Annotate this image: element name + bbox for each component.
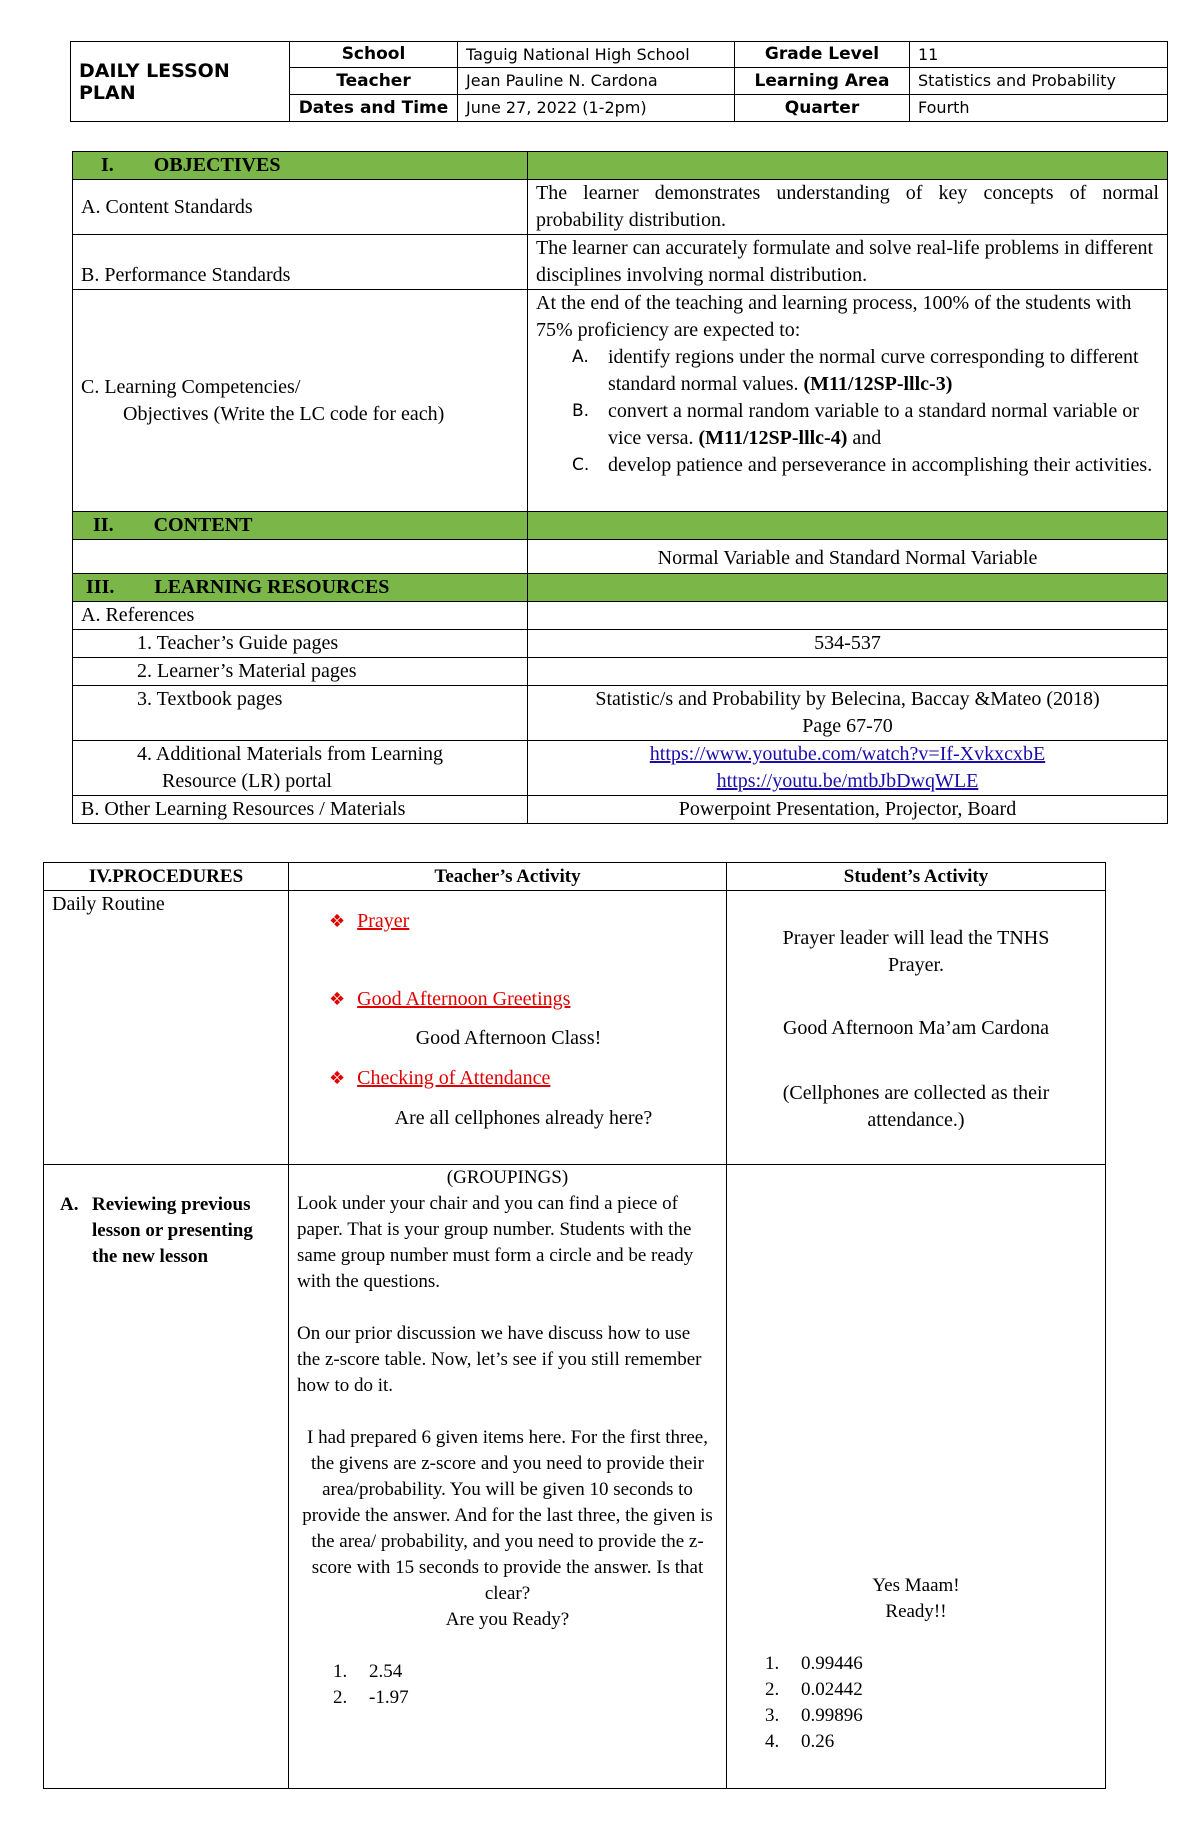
content-value: Normal Variable and Standard Normal Variable — [528, 540, 1168, 574]
grade-level-value: 11 — [910, 42, 1168, 68]
teacher-value: Jean Pauline N. Cardona — [458, 68, 735, 95]
teacher-activity-header: Teacher’s Activity — [289, 863, 727, 891]
objectives-heading-row — [73, 152, 1168, 180]
list-item: 3. 0.99896 — [765, 1705, 863, 1726]
greetings-sub: Good Afternoon Class! — [415, 1027, 602, 1049]
teachers-guide-value: 534-537 — [528, 630, 1168, 658]
performance-standards-text: The learner can accurately formulate and solve real-life problems in different disciplines involving normal distribution. — [528, 235, 1168, 290]
header-table — [70, 41, 1168, 122]
student-answers-list — [735, 1651, 1097, 1755]
routine-item-prayer: ❖ Prayer — [329, 910, 410, 932]
competency-item: A. identify regions under the normal curve corresponding to different standard normal values. (M11/12SP-lllc-3) — [572, 346, 1139, 395]
competencies-intro: At the end of the teaching and learning process, 100% of the students with 75% proficiency are expected to: — [536, 292, 1132, 341]
procedures-header: IV.PROCEDURES — [44, 863, 289, 891]
objectives-number: I. — [101, 154, 114, 176]
resources-heading: LEARNING RESOURCES — [154, 576, 390, 598]
procedures-table — [43, 862, 1106, 1789]
content-standards-label: A. Content Standards — [73, 180, 528, 235]
lesson-table — [72, 151, 1168, 824]
school-label: School — [290, 42, 458, 68]
reviewing-lesson-label: A. Reviewing previous lesson or presenting the new lesson — [60, 1194, 253, 1267]
diamond-bullet-icon: ❖ — [329, 989, 346, 1010]
learning-area-label: Learning Area — [735, 68, 910, 95]
list-item: 1. 0.99446 — [765, 1653, 863, 1674]
prior-discussion-text: On our prior discussion we have discuss how to use the z-score table. Now, let’s see if you still remember how to do it. — [297, 1323, 702, 1396]
performance-standards-label: B. Performance Standards — [73, 235, 528, 290]
student-activity-header: Student’s Activity — [727, 863, 1106, 891]
student-reply-2: Ready!! — [885, 1601, 947, 1622]
teacher-label: Teacher — [290, 68, 458, 95]
list-item: 4. 0.26 — [765, 1731, 835, 1752]
list-item: 2. 0.02442 — [765, 1679, 863, 1700]
diamond-bullet-icon: ❖ — [329, 911, 346, 932]
learners-material-value — [528, 658, 1168, 686]
student-attendance-response: (Cellphones are collected as their attendance.) — [782, 1082, 1050, 1131]
lesson-plan-title: DAILY LESSON PLAN — [71, 42, 290, 122]
competencies-label-sub: Objectives (Write the LC code for each) — [123, 402, 445, 425]
list-item: 1. 2.54 — [333, 1661, 403, 1682]
grade-level-label: Grade Level — [735, 42, 910, 68]
groupings-label: (GROUPINGS) — [446, 1167, 569, 1188]
content-heading: CONTENT — [153, 514, 253, 536]
quarter-value: Fourth — [910, 95, 1168, 122]
references-label: A. References — [73, 602, 528, 630]
resources-heading-row — [73, 574, 1168, 602]
routine-item-greetings: ❖ Good Afternoon Greetings — [329, 988, 571, 1010]
content-number: II. — [93, 514, 114, 536]
resources-number: III. — [86, 576, 115, 598]
additional-materials-label: 4. Additional Materials from Learning — [137, 743, 444, 765]
diamond-bullet-icon: ❖ — [329, 1068, 346, 1089]
routine-item-attendance: ❖ Checking of Attendance — [329, 1067, 551, 1089]
youtube-link-1[interactable]: https://www.youtube.com/watch?v=If-XvkxcxbE — [649, 743, 1046, 765]
objectives-heading: OBJECTIVES — [153, 154, 281, 176]
teachers-guide-label: 1. Teacher’s Guide pages — [73, 630, 528, 658]
competencies-label: C. Learning Competencies/ — [81, 375, 301, 398]
textbook-label: 3. Textbook pages — [73, 686, 528, 741]
list-item: 2. -1.97 — [333, 1687, 409, 1708]
textbook-pages: Page 67-70 — [802, 715, 893, 737]
daily-routine-label: Daily Routine — [44, 891, 289, 1165]
additional-materials-label-sub: Resource (LR) portal — [162, 770, 332, 792]
competency-item: C. develop patience and perseverance in accomplishing their activities. — [572, 454, 1153, 476]
student-reply-1: Yes Maam! — [872, 1575, 960, 1596]
learners-material-label: 2. Learner’s Material pages — [73, 658, 528, 686]
ready-question: Are you Ready? — [445, 1609, 570, 1630]
quarter-label: Quarter — [735, 95, 910, 122]
other-resources-value: Powerpoint Presentation, Projector, Board — [528, 796, 1168, 824]
learning-area-value: Statistics and Probability — [910, 68, 1168, 95]
items-instructions: I had prepared 6 given items here. For the first three, the givens are z-score and you need to provide their area/probability. You will be given 10 seconds to provide the answer. And for the last three, the given is the area/ probability, and you need to provide the z-score with 15 seconds to provide the answer. Is that clear? — [302, 1427, 713, 1604]
competencies-list — [536, 344, 1159, 479]
youtube-link-2[interactable]: https://youtu.be/mtbJbDwqWLE — [716, 770, 979, 792]
dates-label: Dates and Time — [290, 95, 458, 122]
content-standards-text: The learner demonstrates understanding of key concepts of normal probability distribution. — [528, 180, 1168, 235]
textbook-value: Statistic/s and Probability by Belecina, Baccay &Mateo (2018) — [595, 688, 1100, 710]
groupings-instructions: Look under your chair and you can find a piece of paper. That is your group number. Students with the same group number must form a circle and be ready with the questions. — [297, 1193, 694, 1292]
attendance-sub: Are all cellphones already here? — [394, 1107, 653, 1129]
content-heading-row — [73, 512, 1168, 540]
competency-item: B. convert a normal random variable to a standard normal variable or vice versa. (M11/12SP-lllc-4) and — [572, 400, 1139, 449]
student-prayer-response: Prayer leader will lead the TNHS Prayer. — [782, 927, 1050, 976]
teacher-items-list — [297, 1659, 718, 1711]
other-resources-label: B. Other Learning Resources / Materials — [73, 796, 528, 824]
student-greeting-response: Good Afternoon Ma’am Cardona — [782, 1017, 1050, 1039]
dates-value: June 27, 2022 (1-2pm) — [458, 95, 735, 122]
school-value: Taguig National High School — [458, 42, 735, 68]
